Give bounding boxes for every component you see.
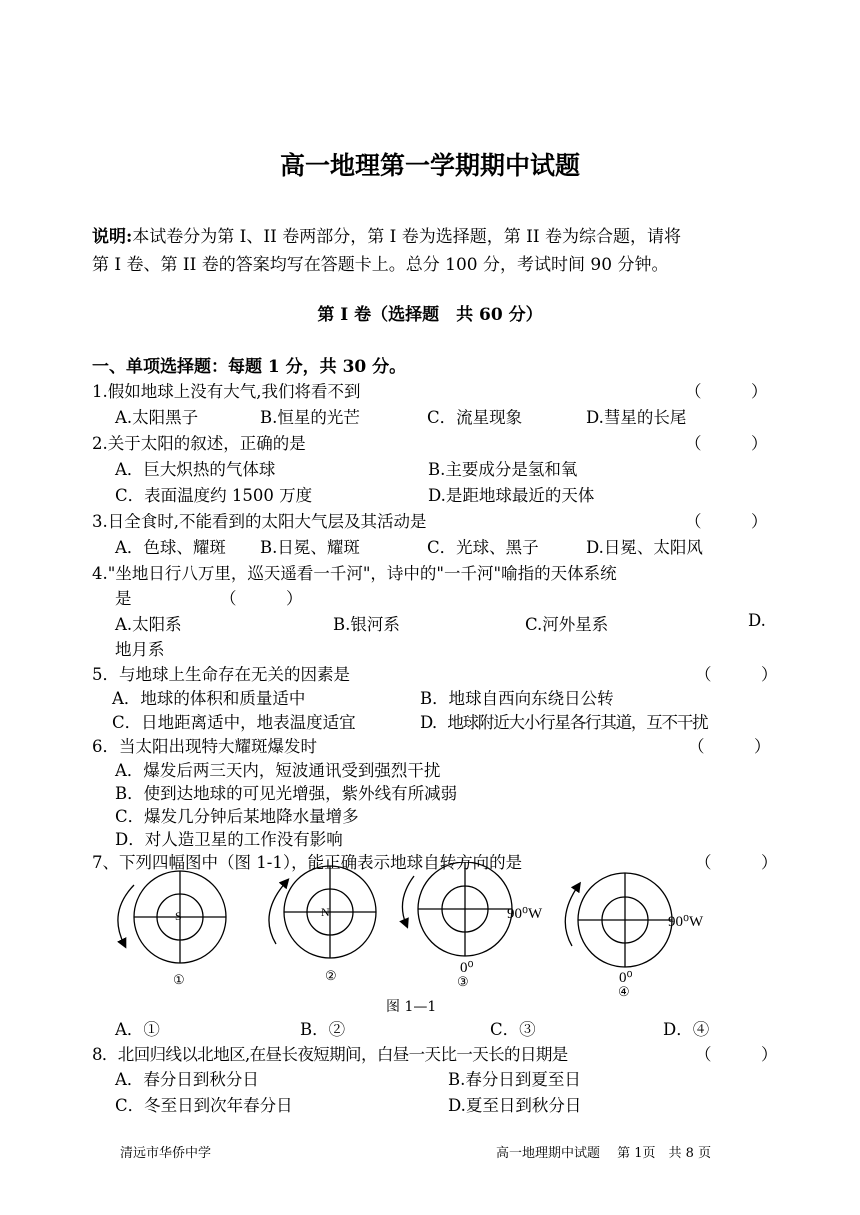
longitude-label: 90⁰W [668, 914, 704, 930]
question-3-stem: 3.日全食时,不能看到的太阳大气层及其活动是 [92, 512, 427, 531]
answer-paren: （ ） [695, 665, 778, 684]
footer-page-info: 高一地理期中试题 第 1页 共 8 页 [496, 1146, 712, 1161]
option: D．对人造卫星的工作没有影响 [115, 830, 343, 849]
answer-paren: （ ） [220, 589, 303, 608]
longitude-label: 0⁰ [619, 970, 633, 986]
option: D.是距地球最近的天体 [428, 486, 595, 505]
question-6-stem: 6．当太阳出现特大耀斑爆发时 [92, 737, 317, 756]
longitude-label: 90⁰W [507, 906, 543, 922]
figure-1-1 [100, 862, 740, 997]
option: B．② [300, 1020, 346, 1039]
option: A．春分日到秋分日 [115, 1070, 259, 1089]
option: B.日冕、耀斑 [260, 538, 360, 557]
diagram-3 [402, 862, 512, 956]
pole-label: S [175, 909, 182, 923]
option: C．③ [490, 1020, 536, 1039]
option: B．使到达地球的可见光增强，紫外线有所减弱 [115, 784, 458, 803]
diagram-label: ② [325, 968, 337, 983]
intro-line-1: 说明:本试卷分为第 I、II 卷两部分，第 I 卷为选择题，第 II 卷为综合题，请将 [92, 227, 681, 247]
option: A．① [115, 1020, 160, 1039]
question-5-stem: 5．与地球上生命存在无关的因素是 [92, 665, 350, 684]
diagram-1 [118, 871, 226, 963]
option: C．爆发几分钟后某地降水量增多 [115, 807, 359, 826]
diagram-label: ③ [457, 974, 469, 989]
answer-paren: （ ） [685, 434, 768, 453]
question-4-stem: 4."坐地日行八万里，巡天遥看一千河"，诗中的"一千河"喻指的天体系统 [92, 564, 617, 583]
question-1-stem: 1.假如地球上没有大气,我们将看不到 [92, 382, 361, 401]
intro-label: 说明: [92, 227, 133, 247]
option: B.恒星的光芒 [260, 408, 360, 427]
option: A．地球的体积和质量适中 [112, 689, 306, 708]
question-4-stem-cont: 是 [115, 589, 132, 608]
option: A.太阳黑子 [115, 408, 199, 427]
answer-paren: （ ） [685, 382, 768, 401]
diagram-label: ④ [618, 984, 630, 997]
intro-line-2: 第 I 卷、第 II 卷的答案均写在答题卡上。总分 100 分，考试时间 90 分钟。 [92, 255, 669, 275]
option: A.太阳系 [115, 615, 182, 634]
option: C．日地距离适中，地表温度适宜 [112, 713, 356, 732]
figure-caption: 图 1—1 [386, 999, 437, 1015]
option: B.主要成分是氢和氧 [428, 460, 578, 479]
answer-paren: （ ） [695, 1045, 778, 1064]
option: A．色球、耀斑 [115, 538, 226, 557]
diagram-label: ① [173, 972, 185, 987]
diagram-4 [565, 873, 672, 967]
option: C．表面温度约 1500 万度 [115, 486, 313, 505]
footer-school: 清远市华侨中学 [120, 1146, 212, 1161]
option: C.河外星系 [525, 615, 609, 634]
question-7-stem: 7、下列四幅图中（图 1-1），能正确表示地球自转方向的是 [92, 853, 523, 872]
longitude-label: 0⁰ [460, 960, 474, 976]
option: D.日冕、太阳风 [586, 538, 703, 557]
option: C．光球、黑子 [427, 538, 539, 557]
option: D.夏至日到秋分日 [448, 1096, 582, 1115]
section-title: 第 I 卷（选择题 共 60 分） [317, 305, 543, 325]
rotation-arrow-icon [565, 886, 578, 946]
option-continuation: 地月系 [115, 640, 165, 659]
option: D.彗星的长尾 [586, 408, 687, 427]
section-heading: 一、单项选择题：每题 1 分，共 30 分。 [92, 357, 407, 377]
pole-label: N [321, 905, 330, 919]
answer-paren: （ ） [688, 737, 771, 756]
page-title: 高一地理第一学期期中试题 [279, 151, 580, 180]
option: C．流星现象 [427, 408, 523, 427]
option: B.银河系 [333, 615, 400, 634]
option: C．冬至日到次年春分日 [115, 1096, 293, 1115]
option: D．地球附近大小行星各行其道，互不干扰 [420, 713, 708, 732]
question-2-stem: 2.关于太阳的叙述，正确的是 [92, 434, 306, 453]
answer-paren: （ ） [695, 853, 778, 872]
option: D．④ [663, 1020, 710, 1039]
option: A．巨大炽热的气体球 [115, 460, 276, 479]
rotation-arrow-icon [118, 885, 134, 944]
option: B.春分日到夏至日 [448, 1070, 581, 1089]
option: A．爆发后两三天内，短波通讯受到强烈干扰 [115, 761, 441, 780]
answer-paren: （ ） [685, 512, 768, 531]
rotation-arrow-icon [402, 876, 414, 924]
question-8-stem: 8．北回归线以北地区,在昼长夜短期间，白昼一天比一天长的日期是 [92, 1045, 568, 1064]
option: B．地球自西向东绕日公转 [420, 689, 614, 708]
option: D. [748, 611, 766, 630]
